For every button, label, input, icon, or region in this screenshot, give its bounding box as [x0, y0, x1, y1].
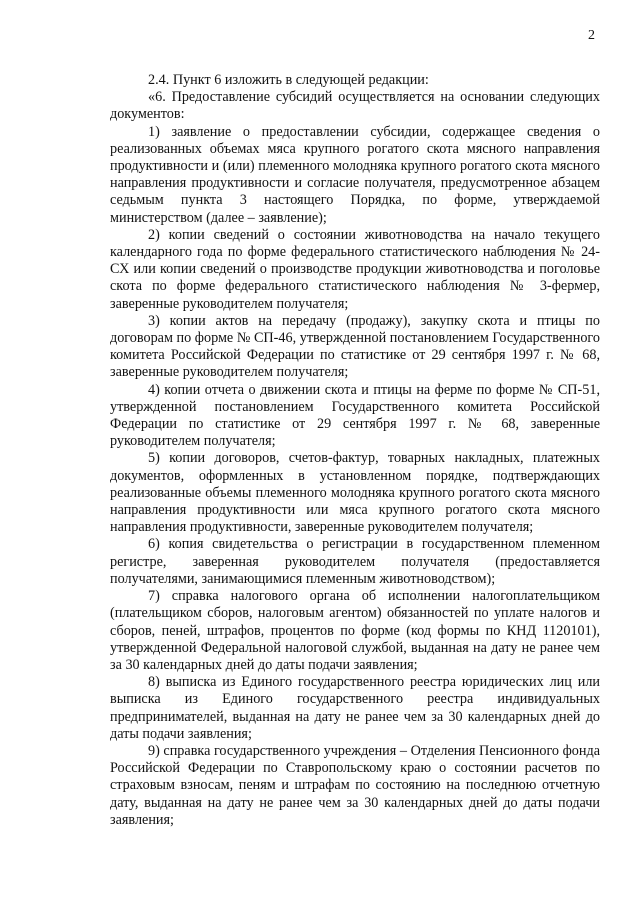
list-item-7: 7) справка налогового органа об исполнении налогоплательщиком (плательщиком сборов, налоговым агентом) обязанностей по уплате налогов и сборов, пеней, штрафов, процентов по форме (код формы по КНД 1120101), утвержденной Федеральной налоговой службой, выданная на дату не ранее чем за 30 календарных дней до даты подачи заявления; [110, 588, 600, 673]
list-item-3: 3) копии актов на передачу (продажу), закупку скота и птицы по договорам по форме № СП-46, утвержденной постановлением Государственного комитета Российской Федерации по статистике от 29 сентября 1997 г. № 68, заверенные руководителем получателя; [110, 312, 600, 381]
section-intro: «6. Предоставление субсидий осуществляется на основании следующих документов: [110, 89, 600, 123]
list-item-4: 4) копии отчета о движении скота и птицы на ферме по форме № СП-51, утвержденной постановлением Государственного комитета Российской Федерации по статистике от 29 сентября 1997 г. № 68, заверенные руководителем получателя; [110, 381, 600, 450]
list-item-9: 9) справка государственного учреждения – Отделения Пенсионного фонда Российской Федерации по Ставропольскому краю о состоянии расчетов по страховым взносам, пеням и штрафам по состоянию на последнюю отчетную дату, выданная на дату не ранее чем за 30 календарных дней до даты подачи заявления; [110, 742, 600, 828]
list-item-1: 1) заявление о предоставлении субсидии, содержащее сведения о реализованных объемах мяса крупного рогатого скота мясного направления продуктивности и (или) племенного молодняка крупного рогатого скота мясного направления продуктивности и согласие получателя, предусмотренное абзацем седьмым пункта 3 настоящего Порядка, по форме, утверждаемой министерством (далее – заявление); [110, 123, 600, 226]
document-body [110, 72, 600, 829]
list-item-2: 2) копии сведений о состоянии животноводства на начало текущего календарного года по форме федерального статистического наблюдения № 24-СХ или копии сведений о производстве продукции животноводства и поголовье скота по форме федерального статистического наблюдения № 3-фермер, заверенные руководителем получателя; [110, 226, 600, 312]
list-item-8: 8) выписка из Единого государственного реестра юридических лиц или выписка из Единого государственного реестра индивидуальных предпринимателей, выданная на дату не ранее чем за 30 календарных дней до даты подачи заявления; [110, 674, 600, 742]
amendment-heading: 2.4. Пункт 6 изложить в следующей редакции: [148, 72, 429, 88]
page-number: 2 [588, 28, 595, 43]
list-item-6: 6) копия свидетельства о регистрации в государственном племенном регистре, заверенная руководителем получателя (предоставляется получателями, занимающимися племенным животноводством); [110, 536, 600, 587]
list-item-5: 5) копии договоров, счетов-фактур, товарных накладных, платежных документов, оформленных в установленном порядке, подтверждающих реализованные объемы племенного молодняка крупного рогатого скота мясного направления продуктивности или мяса крупного рогатого скота мясного направления продуктивности, заверенные руководителем получателя; [110, 450, 600, 536]
